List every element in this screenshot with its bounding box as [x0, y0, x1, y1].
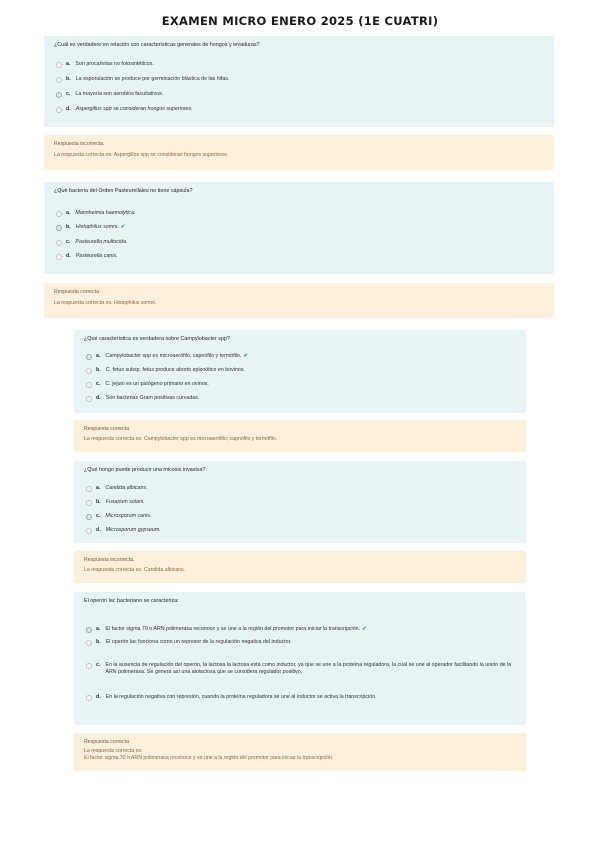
- option-text: Pasteurella multocida.: [75, 239, 128, 245]
- feedback-text: La respuesta correcta es: Histophilus somni.: [54, 300, 157, 306]
- option-letter: d.: [66, 106, 71, 112]
- answer-option[interactable]: [86, 527, 516, 534]
- radio-icon[interactable]: [86, 354, 92, 360]
- answer-option[interactable]: [86, 381, 516, 388]
- option-text: La esporulación se produce por germinación blástica de las hifas.: [75, 76, 230, 82]
- answer-option[interactable]: [56, 253, 544, 260]
- option-letter: d.: [96, 527, 101, 533]
- option-letter: a.: [96, 353, 101, 359]
- question-card-3: [74, 330, 526, 413]
- option-text: La mayoría son aerobios facultativos.: [75, 91, 164, 97]
- radio-icon[interactable]: [86, 695, 92, 701]
- option-letter: d.: [96, 694, 101, 700]
- question-text: ¿Qué característica es verdadera sobre Campylobacter spp?: [84, 336, 230, 342]
- check-icon: ✔: [243, 353, 249, 359]
- option-letter: a.: [66, 210, 71, 216]
- feedback-label: Respuesta correcta: [54, 289, 99, 295]
- option-letter: c.: [96, 513, 101, 519]
- option-text: C. fetus subsp. fetus produce aborto epizoótico en bovinos.: [105, 367, 245, 373]
- answer-option[interactable]: [86, 694, 516, 701]
- check-icon: ✔: [120, 224, 126, 230]
- radio-icon[interactable]: [86, 382, 92, 388]
- option-letter: c.: [96, 662, 101, 668]
- option-text: Candida albicans.: [105, 485, 148, 491]
- option-letter: d.: [66, 253, 71, 259]
- answer-option[interactable]: [86, 367, 516, 374]
- answer-option[interactable]: [56, 239, 544, 246]
- answer-option[interactable]: [56, 224, 544, 231]
- radio-icon[interactable]: [86, 627, 92, 633]
- option-letter: b.: [66, 224, 71, 230]
- question-text: ¿Qué hongo puede producir una micosis invasiva?: [84, 467, 206, 473]
- question-text: ¿Cuál es verdadero en relación con características generales de hongos y levaduras?: [54, 42, 260, 48]
- feedback-label: Respuesta correcta: [84, 739, 129, 745]
- feedback-card-3: [74, 420, 526, 452]
- feedback-intro: La respuesta correcta es:: [84, 748, 143, 754]
- option-letter: d.: [96, 395, 101, 401]
- option-text: Fusarium solani.: [105, 499, 145, 505]
- radio-icon[interactable]: [86, 486, 92, 492]
- answer-option[interactable]: [86, 513, 516, 520]
- answer-option[interactable]: [56, 61, 544, 68]
- feedback-text: La respuesta correcta es: Aspergillus spp se consideran hongos superiores.: [54, 152, 229, 158]
- radio-icon[interactable]: [56, 92, 62, 98]
- answer-option[interactable]: [56, 91, 544, 98]
- feedback-card-1: [44, 135, 554, 170]
- option-text: [105, 353, 516, 360]
- question-card-4: [74, 461, 526, 543]
- feedback-label: Respuesta incorrecta.: [84, 557, 135, 563]
- answer-option[interactable]: [86, 626, 516, 633]
- option-letter: a.: [66, 61, 71, 67]
- question-text: El operón lac bacteriano se caracteriza:: [84, 598, 179, 604]
- feedback-label: Respuesta incorrecta.: [54, 141, 105, 147]
- option-letter: c.: [96, 381, 101, 387]
- option-text: [105, 626, 516, 633]
- radio-icon[interactable]: [56, 240, 62, 246]
- radio-icon[interactable]: [86, 500, 92, 506]
- radio-icon[interactable]: [86, 396, 92, 402]
- option-letter: b.: [96, 499, 101, 505]
- question-card-2: [44, 182, 554, 274]
- option-letter: c.: [66, 239, 71, 245]
- option-text-value: El factor sigma 70 o ARN polimerasa reconoce y se une a la región del promotor para iniciar la transcripción.: [105, 626, 361, 632]
- feedback-card-4: [74, 551, 526, 583]
- option-text: Pasteurella canis.: [75, 253, 118, 259]
- answer-option[interactable]: [86, 499, 516, 506]
- answer-option[interactable]: [86, 353, 516, 360]
- feedback-card-2: [44, 283, 554, 318]
- radio-icon[interactable]: [56, 62, 62, 68]
- option-text: [76, 224, 544, 231]
- option-text: Son procariotas no fotosintéticos.: [75, 61, 154, 67]
- option-text: C. jejuni es un patógeno primario en ovinos.: [105, 381, 209, 387]
- question-card-5: [74, 592, 526, 725]
- option-text: En la regulación negativa con represión, cuando la proteína reguladora se une al inductor se activa la transcripción.: [105, 694, 377, 700]
- radio-icon[interactable]: [56, 254, 62, 260]
- option-letter: a.: [96, 485, 101, 491]
- radio-icon[interactable]: [56, 211, 62, 217]
- check-icon: ✔: [362, 626, 367, 632]
- feedback-text: La respuesta correcta es: Campylobacter spp es microaerófilo, capnófilo y termófilo.: [84, 436, 278, 442]
- answer-option[interactable]: [56, 106, 544, 113]
- radio-icon[interactable]: [86, 663, 92, 669]
- option-text-value: Campylobacter spp es microaerófilo, capnófilo y termófilo.: [105, 353, 242, 359]
- answer-option[interactable]: [86, 485, 516, 492]
- answer-option[interactable]: [56, 76, 544, 83]
- option-text: Son bacterias Gram positivas curvadas.: [105, 395, 200, 401]
- answer-option[interactable]: [86, 639, 516, 646]
- answer-option[interactable]: [86, 662, 516, 676]
- option-text: El operón lac funciona como un represor de la regulación negativa del inductor.: [105, 639, 292, 645]
- answer-option[interactable]: [56, 210, 544, 217]
- radio-icon[interactable]: [86, 528, 92, 534]
- option-text: Aspergillus spp se consideran hongos superiores.: [75, 106, 193, 112]
- feedback-text: La respuesta correcta es: Candida albicans.: [84, 567, 186, 573]
- answer-option[interactable]: [86, 395, 516, 402]
- option-text: En la ausencia de regulación del operón, la lactosa la lactosa está como inductor, ya que se une a la proteína reguladora, la cual se une al operador facilitando la unión de la ARN polimerasa. Se genera así una alolactosa que se considera regulador positivo.: [105, 662, 512, 675]
- page-title: EXAMEN MICRO ENERO 2025 (1E CUATRI): [161, 14, 439, 28]
- feedback-card-5: [74, 733, 526, 771]
- option-text: Microsporum canis.: [105, 513, 152, 519]
- option-letter: b.: [66, 76, 71, 82]
- option-letter: c.: [66, 91, 71, 97]
- radio-icon[interactable]: [56, 77, 62, 83]
- option-letter: a.: [96, 626, 101, 632]
- question-card-1: [44, 36, 554, 127]
- radio-icon[interactable]: [56, 107, 62, 113]
- option-text: Microsporum gypseum.: [105, 527, 161, 533]
- radio-icon[interactable]: [56, 225, 62, 231]
- radio-icon[interactable]: [86, 640, 92, 646]
- feedback-label: Respuesta correcta: [84, 426, 129, 432]
- radio-icon[interactable]: [86, 514, 92, 520]
- option-letter: b.: [96, 639, 101, 645]
- option-text-value: Histophilus somni.: [75, 224, 119, 230]
- option-text: Mannheimia haemolytica.: [75, 210, 136, 216]
- question-text: ¿Qué bacteria del Orden Pasteurellales no tiene cápsula?: [54, 188, 193, 194]
- radio-icon[interactable]: [86, 368, 92, 374]
- feedback-text: El factor sigma 70 o ARN polimerasa reconoce y se une a la región del promotor para iniciar la transcripción.: [84, 755, 334, 761]
- option-letter: b.: [96, 367, 101, 373]
